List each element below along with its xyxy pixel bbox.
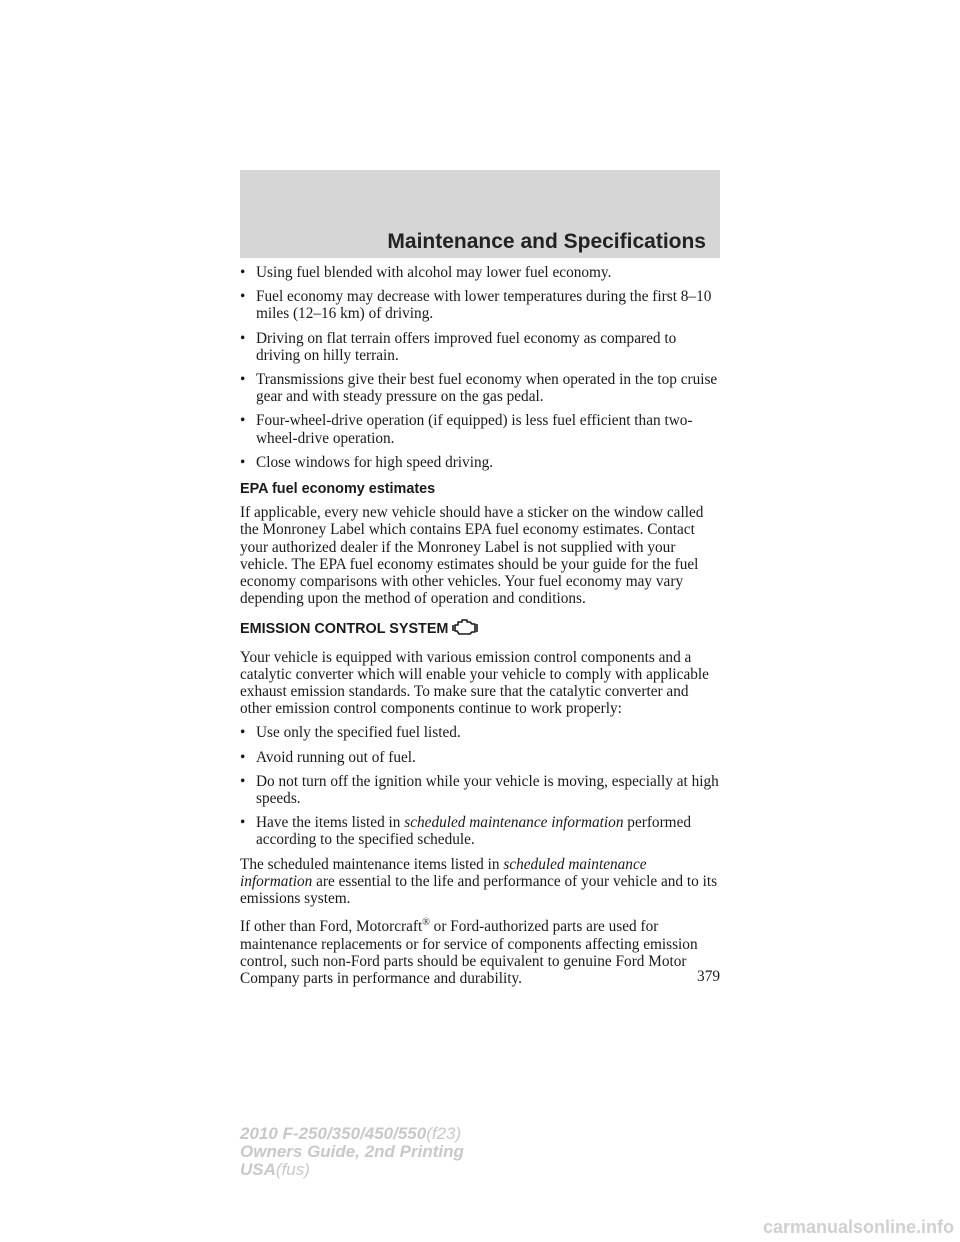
list-item: • Driving on flat terrain offers improved fuel economy as compared to driving on hilly terrain. <box>240 329 677 364</box>
bullet-glyph: • <box>240 412 246 430</box>
emission-list <box>240 724 720 848</box>
section-header-band <box>240 170 720 258</box>
list-item: • Using fuel blended with alcohol may lower fuel economy. <box>240 264 612 281</box>
cross-reference: scheduled maintenance information <box>404 814 624 832</box>
list-item: • Have the items listed in scheduled maintenance information performed according to the specified schedule. <box>240 814 692 849</box>
list-item: • Avoid running out of fuel. <box>240 748 416 766</box>
footer-guide: Owners Guide, 2nd Printing <box>240 1142 464 1161</box>
footer-model-code: (f23) <box>426 1124 462 1143</box>
tips-list <box>240 264 720 471</box>
maintenance-paragraph: The scheduled maintenance items listed in scheduled maintenance information are essential to the life and performance of your vehicle and to its emissions system. <box>240 855 718 908</box>
list-item: • Use only the specified fuel listed. <box>240 724 461 742</box>
list-item: • Close windows for high speed driving. <box>240 453 494 471</box>
epa-paragraph: If applicable, every new vehicle should have a sticker on the window called the Monroney Label which contains EPA fuel economy estimates. Contact your authorized dealer if the Monroney Label is not supplied with your vehicle. The EPA fuel economy estimates should be your guide for the fuel economy comparisons with other vehicles. Your fuel economy may vary depending upon the method of operation and conditions. <box>240 504 704 608</box>
emission-heading: EMISSION CONTROL SYSTEM <box>240 617 720 642</box>
bullet-glyph: • <box>240 748 246 766</box>
emission-intro: Your vehicle is equipped with various emission control components and a catalytic converter which will enable your vehicle to comply with applicable exhaust emission standards. To make sure that the catalytic converter and other emission control components continue to work properly: <box>240 648 709 718</box>
list-item: • Do not turn off the ignition while your vehicle is moving, especially at high speeds. <box>240 772 719 808</box>
bullet-glyph: • <box>240 724 246 742</box>
list-item: • Four-wheel-drive operation (if equipped) is less fuel efficient than two-wheel-drive operation. <box>240 412 693 447</box>
watermark: carmanualsonline.info <box>762 1217 954 1237</box>
cross-reference: scheduled maintenance information <box>240 855 647 890</box>
page-number: 379 <box>697 968 720 985</box>
bullet-glyph: • <box>240 814 246 832</box>
epa-heading: EPA fuel economy estimates <box>240 481 436 498</box>
footer-model: 2010 F-250/350/450/550 <box>240 1124 427 1143</box>
list-item: • Transmissions give their best fuel economy when operated in the top cruise gear and with steady pressure on the gas pedal. <box>240 371 718 406</box>
footer-region: USA <box>240 1160 276 1179</box>
bullet-glyph: • <box>240 453 246 471</box>
page-content <box>240 264 720 994</box>
footer-region-code: (fus) <box>275 1160 310 1179</box>
bullet-glyph: • <box>240 772 246 790</box>
parts-paragraph: If other than Ford, Motorcraft® or Ford-authorized parts are used for maintenance replacements or for service of components affecting emission control, such non-Ford parts should be equivalent to genuine Ford Motor Company parts in performance and durability. <box>240 917 698 987</box>
bullet-glyph: • <box>240 371 246 389</box>
bullet-glyph: • <box>240 288 246 306</box>
engine-icon <box>452 617 478 642</box>
trademark-symbol: ® <box>422 917 430 929</box>
document-footer <box>240 1125 464 1179</box>
bullet-glyph: • <box>240 329 246 347</box>
bullet-glyph: • <box>240 264 246 281</box>
section-title: Maintenance and Specifications <box>387 230 706 253</box>
list-item: • Fuel economy may decrease with lower temperatures during the first 8–10 miles (12–16 km) of driving. <box>240 288 712 323</box>
